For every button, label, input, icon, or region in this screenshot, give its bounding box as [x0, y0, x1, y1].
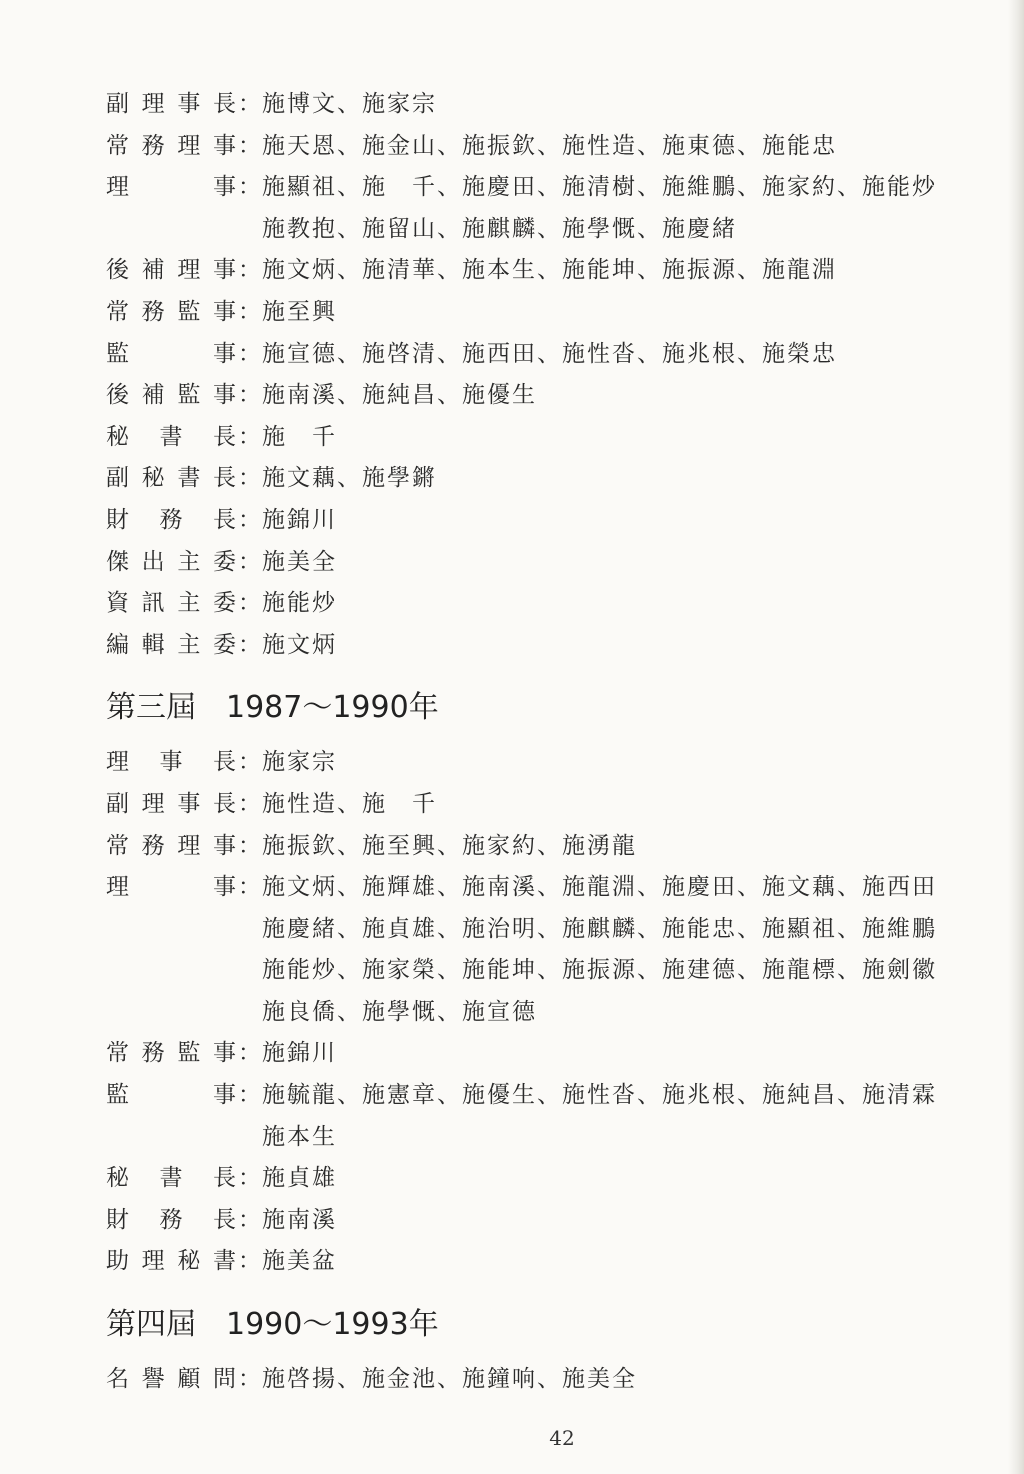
- member-names: 施 千: [262, 423, 337, 450]
- page-number: 42: [549, 1426, 575, 1450]
- roster-row: [106, 167, 986, 209]
- label-colon: ：: [238, 382, 263, 409]
- label-colon: ：: [238, 132, 263, 159]
- role-label: 助 理 秘 書: [106, 1248, 238, 1275]
- member-names: 施錦川: [262, 506, 337, 533]
- label-colon: ：: [238, 465, 263, 492]
- role-label: 常 務 理 事: [106, 132, 238, 159]
- label-colon: ：: [238, 1040, 263, 1067]
- role-label: 副 理 事 長: [106, 790, 238, 817]
- member-names: 施啓揚、施金池、施鐘响、施美全: [262, 1366, 637, 1393]
- section-three-years: 1987～1990年: [226, 690, 439, 726]
- roster-row: [106, 1033, 986, 1075]
- label-colon: ：: [238, 1206, 263, 1233]
- role-label: 名 譽 顧 問: [106, 1366, 238, 1393]
- member-names: 施天恩、施金山、施振欽、施性造、施東德、施能忠: [262, 132, 837, 159]
- role-label: 常 務 監 事: [106, 298, 238, 325]
- member-names: 施能炒、施家榮、施能坤、施振源、施建德、施龍標、施劍徽: [262, 957, 937, 984]
- roster-row: [106, 867, 986, 909]
- label-colon: ：: [238, 590, 263, 617]
- label-colon: ：: [238, 91, 263, 117]
- member-names: 施宣德、施啓清、施西田、施性沓、施兆根、施榮忠: [262, 340, 837, 367]
- section-three-term: 第三屆: [106, 690, 196, 726]
- roster-row: [106, 1075, 986, 1117]
- member-names: 施美全: [262, 548, 337, 575]
- roster-row: [106, 625, 986, 667]
- member-names: 施南溪: [262, 1206, 337, 1233]
- member-names: 施博文、施家宗: [262, 91, 437, 117]
- section-three: [106, 742, 986, 1283]
- roster-row: [106, 542, 986, 584]
- label-colon: ：: [238, 1366, 263, 1393]
- label-colon: ：: [238, 174, 263, 201]
- page-content: [106, 84, 986, 1401]
- role-label: 財 務 長: [106, 1206, 238, 1233]
- section-two: [106, 84, 986, 666]
- member-names: 施文炳、施輝雄、施南溪、施龍淵、施慶田、施文藕、施西田: [262, 874, 937, 901]
- label-colon: ：: [238, 749, 263, 776]
- section-four-heading: [106, 1305, 986, 1345]
- roster-row: [106, 1200, 986, 1242]
- role-label: 秘 書 長: [106, 1165, 238, 1192]
- section-four-years: 1990～1993年: [226, 1307, 439, 1343]
- role-label: 監 事: [106, 1082, 238, 1109]
- role-label: 常 務 理 事: [106, 832, 238, 859]
- role-label: 理 事 長: [106, 749, 238, 776]
- member-names: 施本生: [262, 1123, 337, 1150]
- label-colon: ：: [238, 298, 263, 325]
- roster-row: [106, 417, 986, 459]
- roster-row: [106, 375, 986, 417]
- label-colon: ：: [238, 257, 263, 284]
- member-names: 施教抱、施留山、施麒麟、施學慨、施慶緒: [262, 215, 737, 242]
- roster-row: [106, 1359, 986, 1401]
- member-names: 施顯祖、施 千、施慶田、施清樹、施維鵬、施家約、施能炒: [262, 174, 937, 201]
- label-colon: ：: [238, 423, 263, 450]
- roster-row: [106, 784, 986, 826]
- member-names: 施南溪、施純昌、施優生: [262, 382, 537, 409]
- label-colon: ：: [238, 548, 263, 575]
- roster-row: [106, 1241, 986, 1283]
- role-label: 監 事: [106, 340, 238, 367]
- label-colon: ：: [238, 832, 263, 859]
- roster-row: [106, 1158, 986, 1200]
- member-names: 施錦川: [262, 1040, 337, 1067]
- roster-row: [106, 126, 986, 168]
- member-names: 施家宗: [262, 749, 337, 776]
- role-label: 後 補 監 事: [106, 382, 238, 409]
- roster-row: [106, 500, 986, 542]
- roster-row: [106, 334, 986, 376]
- role-label: 副 理 事 長: [106, 91, 238, 117]
- roster-row: [106, 742, 986, 784]
- roster-row-continuation: [106, 209, 986, 251]
- member-names: 施文炳、施清華、施本生、施能坤、施振源、施龍淵: [262, 257, 837, 284]
- role-label: 傑 出 主 委: [106, 548, 238, 575]
- member-names: 施美盆: [262, 1248, 337, 1275]
- member-names: 施良僑、施學慨、施宣德: [262, 998, 537, 1025]
- page-spine-shadow: [1008, 0, 1024, 1474]
- label-colon: ：: [238, 874, 263, 901]
- role-label: 資 訊 主 委: [106, 590, 238, 617]
- role-label: 財 務 長: [106, 506, 238, 533]
- roster-row: [106, 292, 986, 334]
- role-label: 副 秘 書 長: [106, 465, 238, 492]
- roster-row: [106, 458, 986, 500]
- member-names: 施性造、施 千: [262, 790, 437, 817]
- section-four: [106, 1359, 986, 1401]
- label-colon: ：: [238, 340, 263, 367]
- roster-row-continuation: [106, 992, 986, 1034]
- roster-row-continuation: [106, 1117, 986, 1159]
- member-names: 施文炳: [262, 631, 337, 658]
- member-names: 施振欽、施至興、施家約、施湧龍: [262, 832, 637, 859]
- member-names: 施貞雄: [262, 1165, 337, 1192]
- label-colon: ：: [238, 506, 263, 533]
- roster-row: [106, 583, 986, 625]
- member-names: 施文藕、施學鏘: [262, 465, 437, 492]
- roster-row: [106, 84, 986, 126]
- role-label: 理 事: [106, 874, 238, 901]
- role-label: 理 事: [106, 174, 238, 201]
- role-label: 編 輯 主 委: [106, 631, 238, 658]
- label-colon: ：: [238, 1082, 263, 1109]
- label-colon: ：: [238, 631, 263, 658]
- role-label: 秘 書 長: [106, 423, 238, 450]
- roster-row-continuation: [106, 909, 986, 951]
- section-four-term: 第四屆: [106, 1307, 196, 1343]
- label-colon: ：: [238, 1165, 263, 1192]
- roster-row-continuation: [106, 950, 986, 992]
- member-names: 施毓龍、施憲章、施優生、施性沓、施兆根、施純昌、施清霖: [262, 1082, 937, 1109]
- roster-row: [106, 826, 986, 868]
- member-names: 施慶緒、施貞雄、施治明、施麒麟、施能忠、施顯祖、施維鵬: [262, 915, 937, 942]
- label-colon: ：: [238, 790, 263, 817]
- roster-row: [106, 250, 986, 292]
- section-three-heading: [106, 688, 986, 728]
- role-label: 常 務 監 事: [106, 1040, 238, 1067]
- member-names: 施能炒: [262, 590, 337, 617]
- label-colon: ：: [238, 1248, 263, 1275]
- member-names: 施至興: [262, 298, 337, 325]
- role-label: 後 補 理 事: [106, 257, 238, 284]
